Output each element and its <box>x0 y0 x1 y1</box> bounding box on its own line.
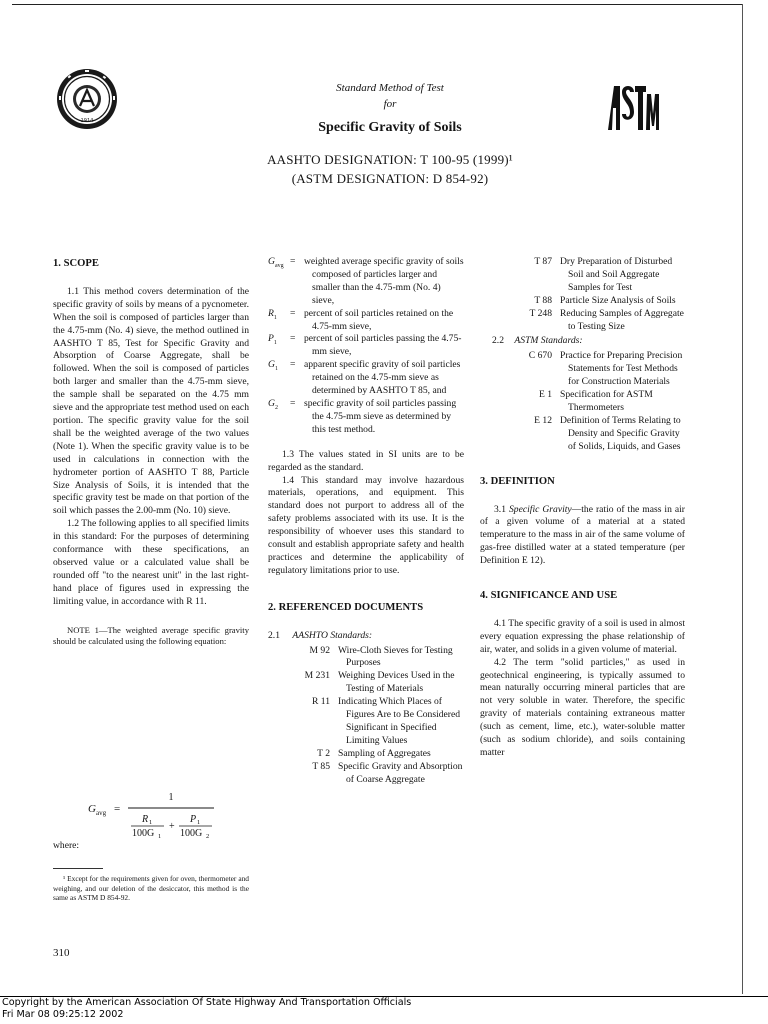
reference-code: M 92 <box>309 644 330 656</box>
reference-item <box>480 308 685 334</box>
designation-block <box>200 150 580 188</box>
formula-lhs-sub: avg <box>96 809 107 817</box>
astm-designation: (ASTM DESIGNATION: D 854-92) <box>291 171 489 186</box>
formula-lhs: G <box>88 803 96 815</box>
weighted-average-formula <box>84 786 264 846</box>
footnote-1: ¹ Except for the requirements given for oven, thermometer and weighing, and our deletion of the desiccator, this method is the same as ASTM D 854-92. <box>53 874 249 902</box>
reference-item <box>268 670 464 696</box>
seal-year: 1914 <box>80 118 94 124</box>
formula-term1-denominator: 100G <box>132 828 155 839</box>
definition-symbol: $P_1$ <box>268 333 277 347</box>
aashto-standards-label <box>268 630 464 643</box>
reference-code: T 87 <box>534 256 552 267</box>
reference-item <box>480 415 685 454</box>
astm-standards-number: 2.2 <box>492 335 504 347</box>
formula-term2-numerator: P <box>190 814 197 825</box>
reference-code: T 2 <box>317 747 330 759</box>
copyright-timestamp: Fri Mar 08 09:25:12 2002 <box>2 1009 124 1020</box>
definition-row <box>268 256 464 308</box>
definition-symbol: $G_{avg}$ <box>268 256 284 269</box>
astm-standards-title: ASTM Standards: <box>514 335 583 347</box>
document-title: Specific Gravity of Soils <box>318 120 462 135</box>
reference-title: Weighing Devices Used in the Testing of Materials <box>338 670 455 695</box>
reference-code: M 231 <box>304 670 330 682</box>
reference-item <box>268 748 464 761</box>
reference-title: Specification for ASTM Thermometers <box>560 389 653 413</box>
formula-term2-denominator-sub: 2 <box>206 833 210 840</box>
page-number: 310 <box>53 947 70 959</box>
definition-equals: = <box>290 333 296 345</box>
formula-term1-numerator: R <box>142 814 149 825</box>
definition-equals: = <box>290 256 296 267</box>
astm-logo <box>604 70 660 138</box>
aashto-designation: AASHTO DESIGNATION: T 100-95 (1999)¹ <box>267 152 513 167</box>
reference-item <box>480 295 685 308</box>
reference-title: Practice for Preparing Precision Statements for Test Methods for Construction Materials <box>560 350 683 388</box>
definition-equals: = <box>290 307 296 319</box>
aashto-seal-logo <box>56 68 118 130</box>
reference-code: T 88 <box>534 294 552 306</box>
paragraph-1-1: 1.1 This method covers determination of the specific gravity of soils by means of a pycnometer. When the soil is composed of particles larger than the 4.75-mm (No. 4) sieve, the method outlined in AASHTO T 85, Test for Specific Gravity and Absorption of Coarse Aggregate, shall be followed. When the soil is composed of particles both larger and smaller than the 4.75-mm sieve, the sample shall be separated on the 4.75 mm sieve and the appropriate test method used on each portion. The specific gravity value for the soil shall be the weighted average of the two values (Note 1). When the specific gravity value is to be used in calculations in connection with the hydrometer portion of AASHTO T 88, Particle Size Analysis of Soils, it is intended that the specific gravity test be made on that portion of the soil which passes the 2.00-mm (No. 10) sieve. <box>53 285 249 517</box>
reference-title: Reducing Samples of Aggregate to Testing Size <box>560 307 684 332</box>
column-3 <box>480 256 685 760</box>
formula-term2-numerator-sub: 1 <box>197 819 201 826</box>
reference-item <box>480 389 685 415</box>
note-1: NOTE 1—The weighted average specific gravity should be calculated using the following equation: <box>53 624 249 647</box>
column-2 <box>268 256 464 787</box>
right-border-rule <box>742 4 743 994</box>
top-border-rule <box>12 4 742 5</box>
header-line1: Standard Method of Test <box>336 82 444 94</box>
definition-row <box>268 398 464 437</box>
astm-logo-text: ASTM <box>630 137 634 138</box>
reference-item <box>480 350 685 389</box>
column-1 <box>53 258 249 648</box>
reference-code: R 11 <box>311 696 330 708</box>
reference-code: E 1 <box>538 389 552 401</box>
formula-numerator: 1 <box>168 792 174 803</box>
reference-title: Specific Gravity and Absorption of Coarse Aggregate <box>338 760 463 785</box>
section-heading-scope: 1. SCOPE <box>53 258 99 269</box>
where-label: where: <box>53 840 80 851</box>
section-heading-definition: 3. DEFINITION <box>480 475 555 487</box>
reference-title: Wire-Cloth Sieves for Testing Purposes <box>338 644 453 669</box>
reference-title: Particle Size Analysis of Soils <box>560 294 676 306</box>
reference-item <box>268 696 464 748</box>
definition-text: apparent specific gravity of soil particles retained on the 4.75-mm sieve as determined by AASHTO T 85, and <box>304 359 461 397</box>
reference-code: T 248 <box>529 307 552 319</box>
formula-term1-denominator-sub: 1 <box>158 833 162 840</box>
header-subtitle <box>200 80 580 112</box>
reference-title: Definition of Terms Relating to Density and Specific Gravity of Solids, Liquids, and Gases <box>560 414 681 452</box>
definition-text: weighted average specific gravity of soils composed of particles larger and smaller than the 4.75-mm (No. 4) sieve, <box>304 256 464 306</box>
aashto-standards-number: 2.1 <box>268 629 280 641</box>
paragraph-1-3: 1.3 The values stated in SI units are to be regarded as the standard. <box>268 448 464 473</box>
reference-title: Sampling of Aggregates <box>338 747 431 759</box>
section-heading-referenced-documents: 2. REFERENCED DOCUMENTS <box>268 601 424 613</box>
paragraph-4-2: 4.2 The term "solid particles," as used in geotechnical engineering, is typically assumed to mean naturally occurring mineral particles that are not very soluble in water. Therefore, the specific gravity of materials containing extraneous matter (such as cement, lime, etc.), water-soluble matter (such as sodium chloride), and soils containing matter <box>480 656 685 758</box>
definition-symbol: $R_1$ <box>268 307 277 321</box>
paragraph-3-1: 3.1 Specific Gravity—the ratio of the mass in air of a given volume of a material at a stated temperature to the mass in air of the same volume of gas-free distilled water at a stated temperature (per Definition E 12). <box>480 503 685 567</box>
reference-code: E 12 <box>534 414 552 426</box>
definition-equals: = <box>290 359 296 371</box>
formula-equals: = <box>114 803 121 815</box>
definition-text: percent of soil particles retained on the 4.75-mm sieve, <box>304 307 454 332</box>
formula-term1-numerator-sub: 1 <box>149 819 153 826</box>
definition-text: percent of soil particles passing the 4.75-mm sieve, <box>304 333 462 358</box>
paragraph-4-1: 4.1 The specific gravity of a soil is used in almost every equation expressing the phase relationship of air, water, and solids in a given volume of material. <box>480 617 685 655</box>
definition-row <box>268 333 464 359</box>
reference-item <box>268 645 464 671</box>
reference-item <box>480 256 685 295</box>
formula-plus: + <box>169 821 175 832</box>
section-heading-significance: 4. SIGNIFICANCE AND USE <box>480 590 618 602</box>
reference-code: T 85 <box>312 760 330 772</box>
aashto-standards-title: AASHTO Standards: <box>292 629 373 641</box>
formula-term2-denominator: 100G <box>180 828 203 839</box>
definition-equals: = <box>290 397 296 409</box>
paragraph-1-2: 1.2 The following applies to all specified limits in this standard: For the purposes of determining conformance with these specifications, an observed value or a calculated value shall be rounded off "to the nearest unit" in the last right-hand place of figures used in expressing the limiting value, in accordance with R 11. <box>53 518 249 607</box>
definition-symbol: $G_2$ <box>268 397 278 411</box>
definition-row <box>268 308 464 334</box>
copyright-line: Copyright by the American Association Of State Highway And Transportation Officials <box>2 997 412 1008</box>
symbol-definitions <box>268 256 464 437</box>
reference-item <box>268 761 464 787</box>
reference-title: Indicating Which Places of Figures Are to Be Considered Significant in Specified Limiting Values <box>338 696 461 746</box>
paragraph-1-4: 1.4 This standard may involve hazardous materials, operations, and equipment. This standard does not purport to address all of the safety problems associated with its use. It is the responsibility of whoever uses this standard to consult and establish appropriate safety and health practices and determine the applicability of regulatory limitations prior to use. <box>268 474 464 576</box>
definition-symbol: $G_1$ <box>268 359 278 373</box>
footnote-rule <box>53 868 103 869</box>
reference-code: C 670 <box>528 350 552 362</box>
astm-standards-label <box>480 335 685 348</box>
definition-text: specific gravity of soil particles passing the 4.75-mm sieve as determined by this test method. <box>304 397 457 435</box>
copyright-notice <box>2 997 411 1021</box>
header-line2: for <box>383 98 397 110</box>
definition-row <box>268 359 464 398</box>
reference-title: Dry Preparation of Disturbed Soil and Soil Aggregate Samples for Test <box>560 256 673 293</box>
